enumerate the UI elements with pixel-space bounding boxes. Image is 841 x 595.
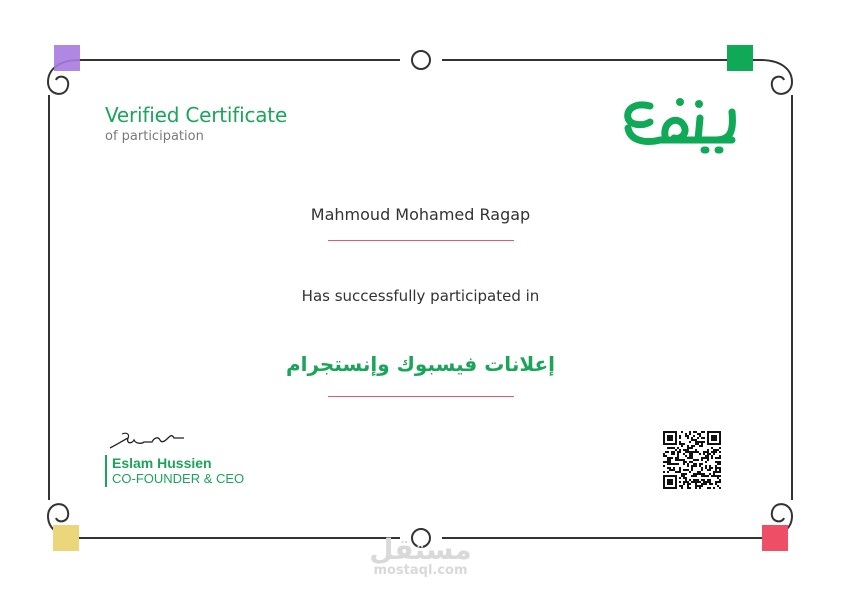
corner-accent-green	[727, 45, 753, 71]
signer-name: Eslam Hussien	[112, 455, 212, 471]
certificate-title: Verified Certificate	[105, 103, 288, 127]
watermark	[0, 533, 841, 578]
watermark-latin: mostaql.com	[373, 563, 468, 578]
signer-block	[105, 455, 244, 487]
name-underline	[328, 240, 514, 241]
recipient-name: Mahmoud Mohamed Ragap	[310, 205, 531, 224]
course-title: إعلانات فيسبوك وإنستجرام	[285, 352, 556, 376]
top-ornament	[412, 51, 430, 69]
corner-accent-purple	[54, 45, 80, 71]
qr-code-icon[interactable]	[663, 431, 721, 489]
course-underline	[328, 396, 514, 397]
brand-logo-icon	[620, 92, 740, 154]
certificate-subtitle: of participation	[105, 129, 204, 144]
signature-icon	[108, 430, 188, 452]
signer-role: CO-FOUNDER & CEO	[112, 471, 245, 486]
participation-statement: Has successfully participated in	[301, 287, 540, 305]
watermark-arabic: مستقل	[369, 533, 472, 566]
